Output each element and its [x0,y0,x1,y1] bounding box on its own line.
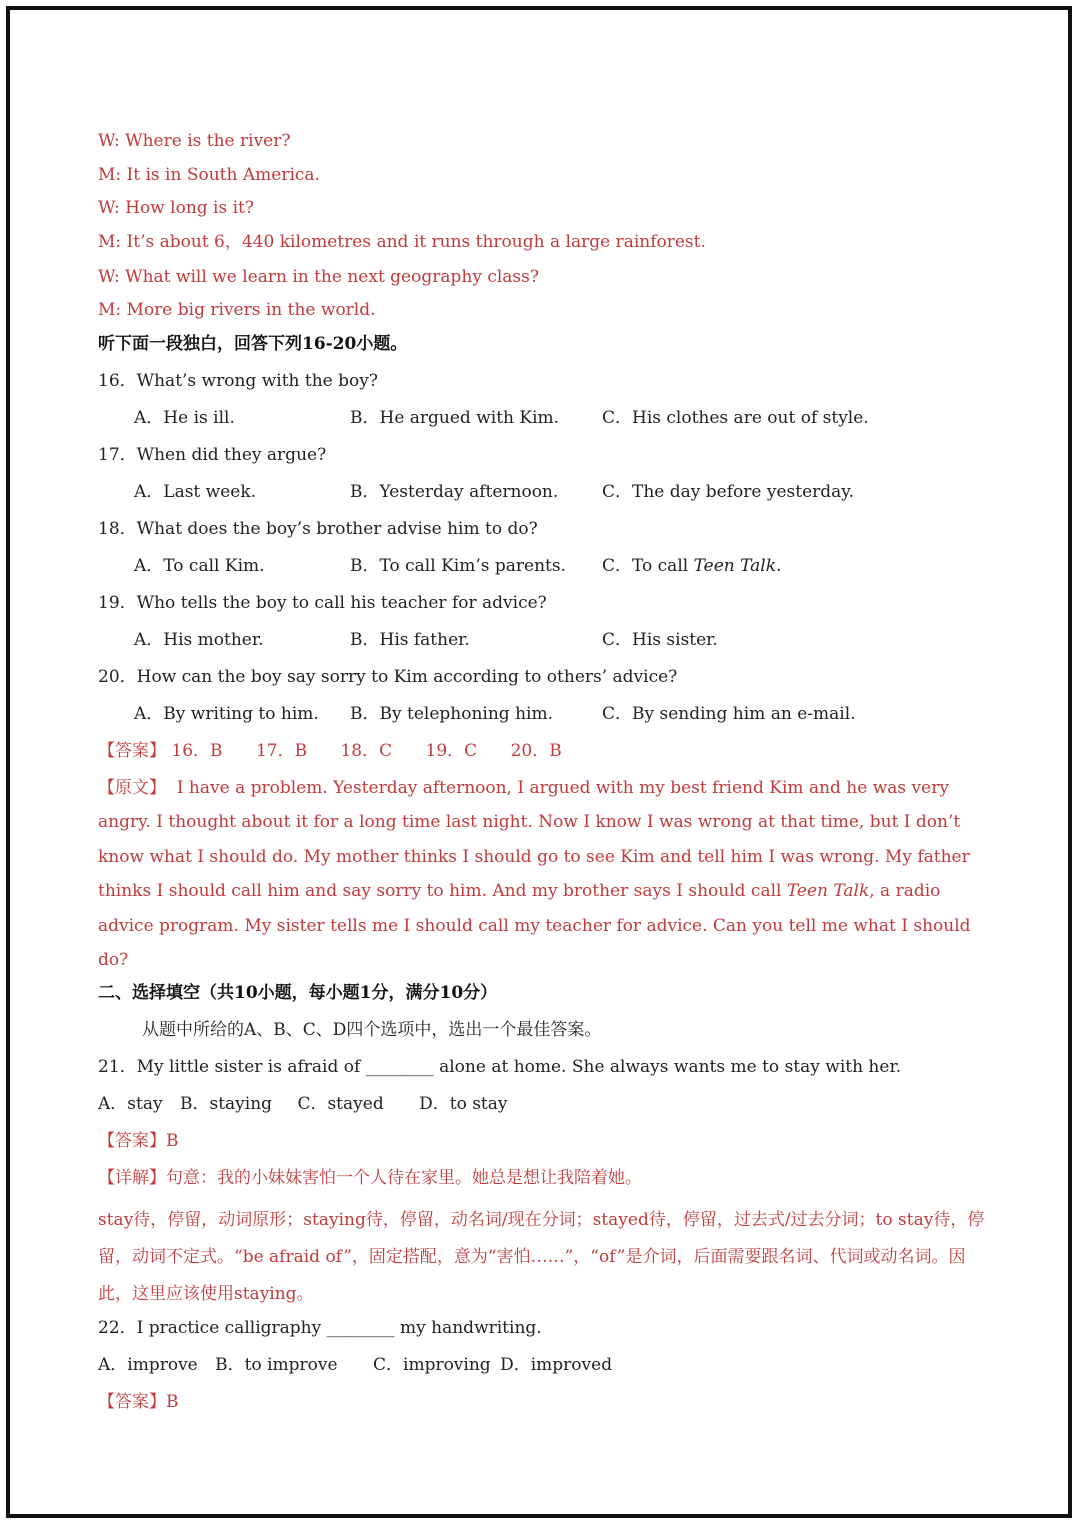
option-b: B．To call Kim’s parents. [350,555,566,576]
dialogue-line: M: It is in South America. [98,164,320,185]
option-c [602,553,781,579]
answer-label: 【答案】 [98,1391,166,1412]
question-16: 16．What’s wrong with the boy? [98,370,378,391]
question-21: 21．My little sister is afraid of ________ alone at home. She always wants me to stay with her. [98,1056,902,1077]
transcript-text-1: I have a problem. Yesterday afternoon, I argued with my best friend Kim and he was very angry. I thought about it for a long time last night. Now I know I was wrong at that time, but I don’t know what I should do. My mother thinks I should go to see Kim and tell him I was wrong. My father thinks I should call him and say sorry to him. And my brother says I should call [98,777,970,901]
answer-item: 17．B [255,740,308,761]
answer-key [98,738,998,775]
question-22: 22．I practice calligraphy ________ my handwriting. [98,1317,542,1338]
answer-21 [98,1128,998,1165]
option-a: A．stay [98,1093,163,1114]
option-c: C．The day before yesterday. [602,481,855,502]
dialogue-line: M: More big rivers in the world. [98,300,376,320]
option-a: A．His mother. [134,629,264,650]
detail-21-body: stay待，停留，动词原形；staying待，停留，动名词/现在分词；stayed待，停留，过去式/过去分词；to stay待，停留，动词不定式。“be afraid of”，固定搭配，意为“害怕……”，“of”是介词，后面需要跟名词、代词或动名词。因此，这里应该使用staying。 [98,1209,985,1304]
dialogue-line: M: It’s about 6，440 kilometres and it runs through a large rainforest. [98,231,706,252]
options-21 [98,1091,998,1128]
options-22 [98,1352,998,1389]
option-c-italic: Teen Talk [693,555,776,576]
options-17 [98,479,998,516]
option-c: C．By sending him an e-mail. [602,703,856,724]
section2-title: 二、选择填空（共10小题，每小题1分，满分10分） [98,982,498,1003]
dialogue-line: W: How long is it? [98,198,254,218]
transcript-text-2: , a radio advice program. My sister tells me I should call my teacher for advice. Can you tell me what I should do? [98,881,971,970]
option-a: A．To call Kim. [134,555,265,576]
options-20 [98,701,998,738]
transcript-italic: Teen Talk [786,881,870,901]
option-c: C．stayed [297,1093,384,1114]
section2-instruction: 从题中所给的A、B、C、D四个选项中，选出一个最佳答案。 [142,1019,602,1040]
transcript-paragraph [98,771,978,978]
answer-22 [98,1389,998,1423]
option-b: B．He argued with Kim. [350,407,560,428]
option-c: C．His clothes are out of style. [602,407,869,428]
dialogue-line: W: Where is the river? [98,131,291,151]
options-16 [98,405,998,442]
option-c: C．improving [373,1354,491,1375]
answer-item: 20．B [510,740,562,761]
option-c: C．His sister. [602,629,718,650]
detail-label: 【详解】 [98,1167,166,1188]
answer-item: 19．C [425,740,478,761]
answer-label: 【答案】 [98,1130,166,1151]
option-b: B．Yesterday afternoon. [350,481,559,502]
option-b: B．By telephoning him. [350,703,553,724]
options-19 [98,627,998,664]
option-a: A．By writing to him. [134,703,319,724]
options-18 [98,553,998,590]
option-b: B．to improve [215,1354,338,1375]
answer-item: 18．C [340,740,393,761]
document-page [98,128,998,1422]
answer-value: B [166,1391,179,1412]
option-b: B．His father. [350,629,470,650]
answers-label: 【答案】 [98,740,166,761]
option-a: A．He is ill. [134,407,235,428]
option-c-prefix: C．To call [602,555,694,576]
question-19: 19．Who tells the boy to call his teacher for advice? [98,592,547,613]
section-intro: 听下面一段独白，回答下列16-20小题。 [98,333,408,354]
detail-meaning: 句意：我的小妹妹害怕一个人待在家里。她总是想让我陪着她。 [166,1167,642,1188]
option-a: A．improve [98,1354,198,1375]
answer-value: B [166,1130,179,1151]
option-d: D．to stay [419,1093,508,1114]
option-d: D．improved [500,1354,613,1375]
question-18: 18．What does the boy’s brother advise him to do? [98,518,538,539]
detail-21-meaning [98,1165,998,1202]
option-a: A．Last week. [134,481,257,502]
answer-item: 16．B [171,740,223,761]
transcript-label: 【原文】 [98,777,166,798]
dialogue-line: W: What will we learn in the next geography class? [98,266,539,287]
option-c-suffix: . [776,555,782,576]
option-b: B．staying [179,1093,273,1114]
question-20: 20．How can the boy say sorry to Kim according to others’ advice? [98,666,678,687]
question-17: 17．When did they argue? [98,444,327,465]
